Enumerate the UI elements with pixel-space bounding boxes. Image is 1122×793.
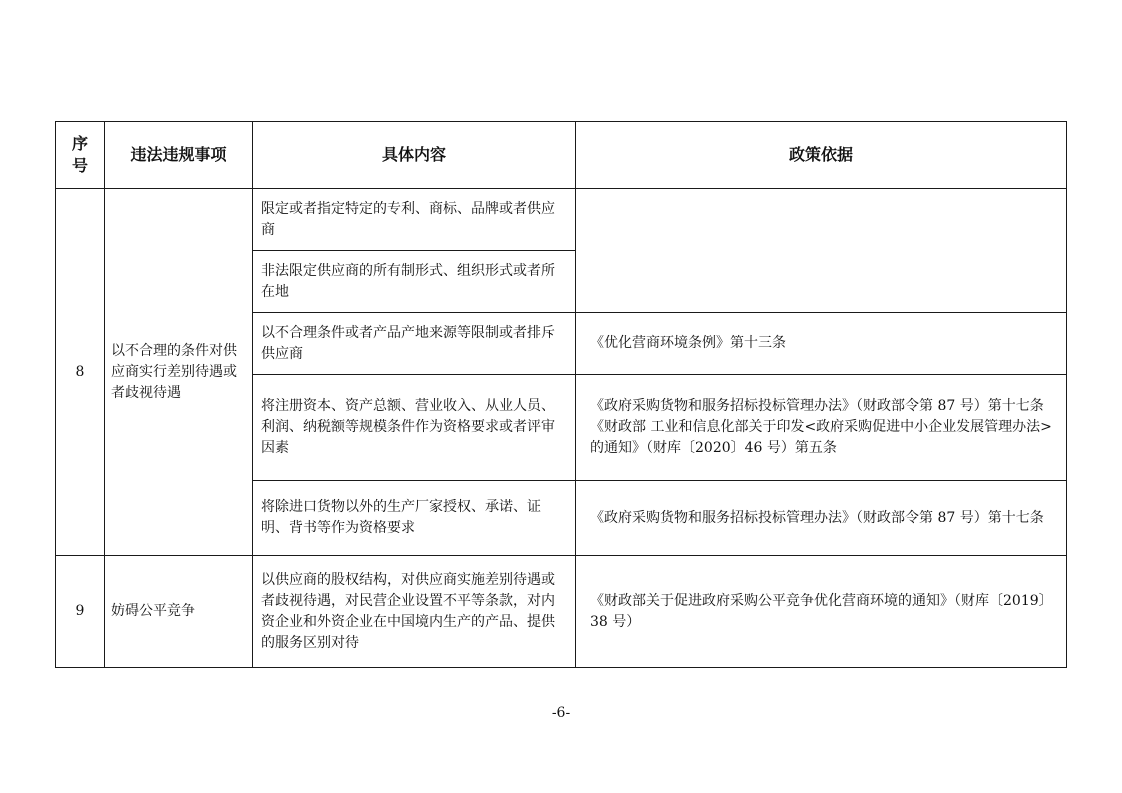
row-9-number: 9 xyxy=(56,556,105,668)
row-8-basis-1 xyxy=(576,189,1067,313)
table-header-row xyxy=(56,122,1067,189)
row-8-basis-3-line-1: 《政府采购货物和服务招标投标管理办法》（财政部令第 87 号）第十七条 xyxy=(590,398,1044,414)
row-8-basis-3 xyxy=(576,375,1067,481)
row-8-number: 8 xyxy=(56,189,105,556)
row-8-basis-4: 《政府采购货物和服务招标投标管理办法》（财政部令第 87 号）第十七条 xyxy=(576,481,1067,556)
header-content: 具体内容 xyxy=(253,122,576,189)
row-8-content-1: 限定或者指定特定的专利、商标、品牌或者供应商 xyxy=(253,189,576,251)
row-8-basis-3-line-2: 《财政部 工业和信息化部关于印发<政府采购促进中小企业发展管理办法>的通知》（财库〔2020〕46 号）第五条 xyxy=(590,419,1052,456)
row-8-basis-2: 《优化营商环境条例》第十三条 xyxy=(576,313,1067,375)
row-8-content-3: 以不合理条件或者产品产地来源等限制或者排斥供应商 xyxy=(253,313,576,375)
row-8-content-4: 将注册资本、资产总额、营业收入、从业人员、利润、纳税额等规模条件作为资格要求或者评审因素 xyxy=(253,375,576,481)
header-basis: 政策依据 xyxy=(576,122,1067,189)
header-item: 违法违规事项 xyxy=(105,122,253,189)
table-row xyxy=(56,189,1067,251)
row-8-content-2: 非法限定供应商的所有制形式、组织形式或者所在地 xyxy=(253,251,576,313)
header-num: 序号 xyxy=(56,122,105,189)
row-9-basis: 《财政部关于促进政府采购公平竞争优化营商环境的通知》（财库〔2019〕38 号） xyxy=(576,556,1067,668)
violations-table xyxy=(55,121,1067,668)
row-8-item: 以不合理的条件对供应商实行差别待遇或者歧视待遇 xyxy=(105,189,253,556)
table-row xyxy=(56,556,1067,668)
row-9-item: 妨碍公平竞争 xyxy=(105,556,253,668)
page-number: -6- xyxy=(551,705,571,721)
row-9-content: 以供应商的股权结构，对供应商实施差别待遇或者歧视待遇，对民营企业设置不平等条款，对内资企业和外资企业在中国境内生产的产品、提供的服务区别对待 xyxy=(253,556,576,668)
row-8-content-5: 将除进口货物以外的生产厂家授权、承诺、证明、背书等作为资格要求 xyxy=(253,481,576,556)
